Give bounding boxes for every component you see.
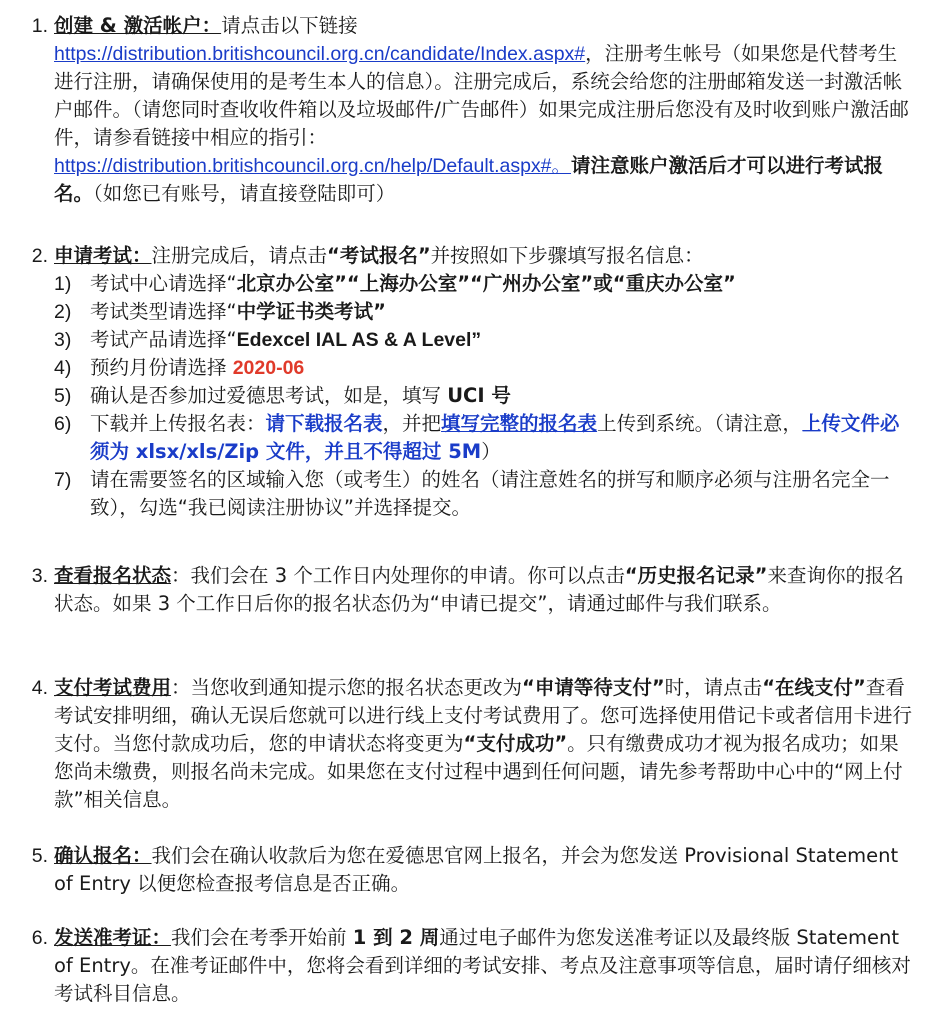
section-number: 6. [31, 927, 48, 949]
section-number: 1. [31, 15, 48, 37]
section-title: 发送准考证： [54, 926, 172, 949]
download-form-note: 请下载报名表 [265, 412, 383, 435]
step-item [54, 466, 912, 522]
step-text: 预约月份请选择 [90, 356, 233, 379]
step-item [54, 410, 912, 466]
step-text: 确认是否参加过爱德思考试，如是，填写 [90, 384, 448, 407]
step-emphasis: 中学证书类考试” [236, 300, 386, 323]
step-number: 5) [54, 385, 72, 407]
section-body [54, 242, 912, 522]
completed-form-link[interactable]: 填写完整的报名表 [441, 412, 598, 435]
section-title: 确认报名： [54, 844, 152, 867]
awaiting-payment-status: “申请等待支付” [522, 676, 665, 699]
step-emphasis: 北京办公室”“上海办公室”“广州办公室”或“重庆办公室” [236, 272, 736, 295]
section-body [54, 924, 912, 1008]
step-text: 考试中心请选择“ [90, 272, 237, 295]
section-body [54, 562, 912, 618]
candidate-register-link[interactable]: https://distribution.britishcouncil.org.cn/candidate/Index.aspx# [54, 43, 586, 65]
section-text: 。只有缴费成功才视为报名成功；如果您尚未缴费，则报名尚未完成。如果您在支付过程中遇到任何问题，请先参考帮助中心中的“网上付款”相关信息。 [54, 732, 903, 811]
step-item [54, 382, 912, 410]
step-text: 考试类型请选择“ [90, 300, 237, 323]
section-body [54, 674, 912, 814]
activation-notice: 请注意账户激活后才可以进行考试报名。 [54, 154, 884, 205]
section-title: 申请考试： [54, 244, 152, 267]
timing-emphasis: 1 到 2 周 [352, 926, 440, 949]
step-text: ，并把 [382, 412, 442, 435]
section-body [54, 12, 912, 208]
section-title: 查看报名状态 [54, 564, 172, 587]
section-number: 5. [31, 845, 48, 867]
section-number: 2. [31, 245, 48, 267]
step-number: 2) [54, 301, 72, 323]
help-guide-link[interactable]: https://distribution.britishcouncil.org.cn/help/Default.aspx#。 [54, 155, 572, 177]
step-item [54, 270, 912, 298]
step-item [54, 326, 912, 354]
step-number: 6) [54, 413, 72, 435]
section-title: 支付考试费用 [54, 676, 172, 699]
section-text: 时，请点击 [664, 676, 763, 699]
exam-registration-label: “考试报名” [327, 244, 431, 267]
section-text: 来查询你的报名状态。如果 3 个工作日后你的报名状态仍为“申请已提交”，请通过邮件与我们联系。 [54, 564, 904, 615]
step-number: 7) [54, 469, 72, 491]
exam-month-value: 2020-06 [232, 357, 305, 379]
step-number: 4) [54, 357, 72, 379]
section-check-status [12, 562, 912, 618]
section-text: 注册完成后，请点击 [151, 244, 328, 267]
step-text: ） [481, 440, 501, 463]
section-admission-ticket [12, 924, 912, 1008]
history-records-label: “历史报名记录” [624, 564, 768, 587]
section-number: 4. [31, 677, 48, 699]
step-item [54, 354, 912, 382]
step-number: 3) [54, 329, 72, 351]
step-text: 请在需要签名的区域输入您（或考生）的姓名（请注意姓名的拼写和顺序必须与注册名完全一致），勾选“我已阅读注册协议”并选择提交。 [90, 468, 890, 519]
section-text: 并按照如下步骤填写报名信息： [430, 244, 704, 267]
section-create-account [12, 12, 912, 208]
section-text: ：我们会在 3 个工作日内处理你的申请。你可以点击 [171, 564, 625, 587]
section-pay-fee [12, 674, 912, 814]
upload-requirement-note: 上传文件必须为 xlsx/xls/Zip 文件，并且不得超过 5M [90, 412, 900, 463]
step-item [54, 298, 912, 326]
step-number: 1) [54, 273, 72, 295]
section-text: ，注册考生帐号（如果您是代替考生进行注册，请确保使用的是考生本人的信息）。注册完成后，系统会给您的注册邮箱发送一封激活帐户邮件。（请您同时查收收件箱以及垃圾邮件/广告邮件）如果完成注册后您没有及时收到账户激活邮件，请参看链接中相应的指引： [54, 42, 909, 149]
section-text: 查看考试安排明细，确认无误后您就可以进行线上支付考试费用了。您可选择使用借记卡或者信用卡进行支付。当您付款成功后，您的申请状态将变更为 [54, 676, 913, 755]
section-confirm-registration [12, 842, 912, 898]
section-text: 我们会在考季开始前 [171, 926, 353, 949]
step-text: 下载并上传报名表： [90, 412, 266, 435]
step-emphasis: Edexcel IAL AS & A Level” [236, 329, 482, 351]
payment-success-status: “支付成功” [463, 732, 568, 755]
section-number: 3. [31, 565, 48, 587]
step-text: 考试产品请选择“ [90, 328, 237, 351]
online-payment-label: “在线支付” [762, 676, 866, 699]
step-text: 上传到系统。（请注意， [597, 412, 802, 435]
section-text: 请点击以下链接 [221, 14, 358, 37]
section-apply-exam [12, 242, 912, 522]
section-title: 创建 & 激活帐户： [54, 14, 222, 37]
section-text: （如您已有账号，请直接登陆即可） [93, 182, 396, 205]
section-text: 我们会在确认收款后为您在爱德思官网上报名，并会为您发送 Provisional Statement of Entry 以便您检查报考信息是否正确。 [54, 844, 899, 895]
step-emphasis: UCI 号 [447, 384, 511, 407]
section-text: ：当您收到通知提示您的报名状态更改为 [171, 676, 523, 699]
section-body [54, 842, 912, 898]
section-text: 通过电子邮件为您发送准考证以及最终版 Statement of Entry。在准考证邮件中，您将会看到详细的考试安排、考点及注意事项等信息，届时请仔细核对考试科目信息。 [54, 926, 911, 1005]
